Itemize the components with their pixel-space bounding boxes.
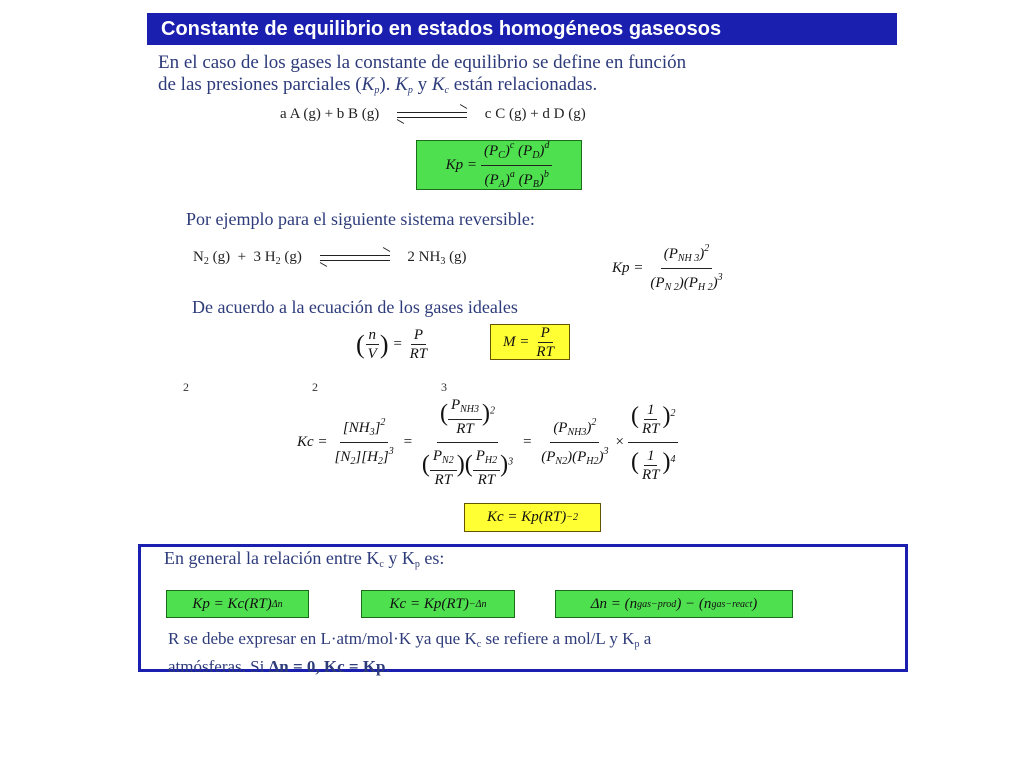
- equilibrium-arrow-icon: [320, 252, 390, 264]
- kc-derivation: Kc = $\frac{[NH_3]^2}{[N_2][H_2]^3}$ = ( $\frac{P_{NH3}}{RT}$ )$^2$ ( $\frac{P_{N2}}{RT}$ )( $\frac{P_{H2}}{RT}$ )$^3$ = $\frac{(P_{NH3})^2}{(P_{N2})(P_{H2})^3}$ × ( $\frac{1}{RT}$ )$^2$ ( $\frac{1}{RT}$ )$^4$: [297, 396, 678, 489]
- cropped-fragment: 2 2 3: [183, 380, 507, 394]
- molarity-formula: M = $\frac{P}{RT}$: [490, 324, 570, 360]
- ideal-gas-equation: ( $\frac{n}{V}$ ) = $\frac{P}{RT}$: [356, 327, 428, 362]
- kp-general-formula: Kp = $\frac{(P_C)^c (P_D)^d}{(P_A)^a (P_B)^b}$: [416, 140, 582, 190]
- general-reaction: a A (g) + b B (g) c C (g) + d D (g): [280, 106, 586, 123]
- intro-line-1: En el caso de los gases la constante de equilibrio se define en función: [158, 52, 687, 73]
- example-kp-formula: Kp = $\frac{(P_{NH 3})^2}{(P_{N 2})(P_{H 2})^3}$: [612, 240, 726, 297]
- intro-line-2: de las presiones parciales $(K_p)$. $K_p$ y $K_c$ están relacionadas.: [158, 74, 598, 96]
- example-heading: Por ejemplo para el siguiente sistema reversible:: [186, 209, 535, 229]
- page-title: Constante de equilibrio en estados homogéneos gaseosos: [147, 13, 897, 45]
- formula-kp-kc: Kp = Kc(RT) Δn: [166, 590, 309, 618]
- general-relation-heading: En general la relación entre $K_c$ y $K_p$ es:: [164, 548, 445, 570]
- ideal-gas-heading: De acuerdo a la ecuación de los gases ideales: [192, 297, 518, 317]
- example-reaction: $N_2$ (g) + 3 $H_2$ (g) 2 $NH_3$ (g): [193, 249, 467, 267]
- equilibrium-arrow-icon: [397, 109, 467, 121]
- general-relation-note: R se debe expresar en L·atm/mol·K ya que $K_c$ se refiere a mol/L y $K_p$ a atmósferas. Si Δn = 0, Kc = Kp.: [168, 629, 652, 676]
- intro-paragraph: [158, 52, 898, 102]
- kc-kp-result: Kc = Kp(RT) −2: [464, 503, 601, 532]
- formula-delta-n: Δn = (n gas−prod ) − (n gas−react ): [555, 590, 793, 618]
- formula-kc-kp: Kc = Kp(RT) −Δn: [361, 590, 515, 618]
